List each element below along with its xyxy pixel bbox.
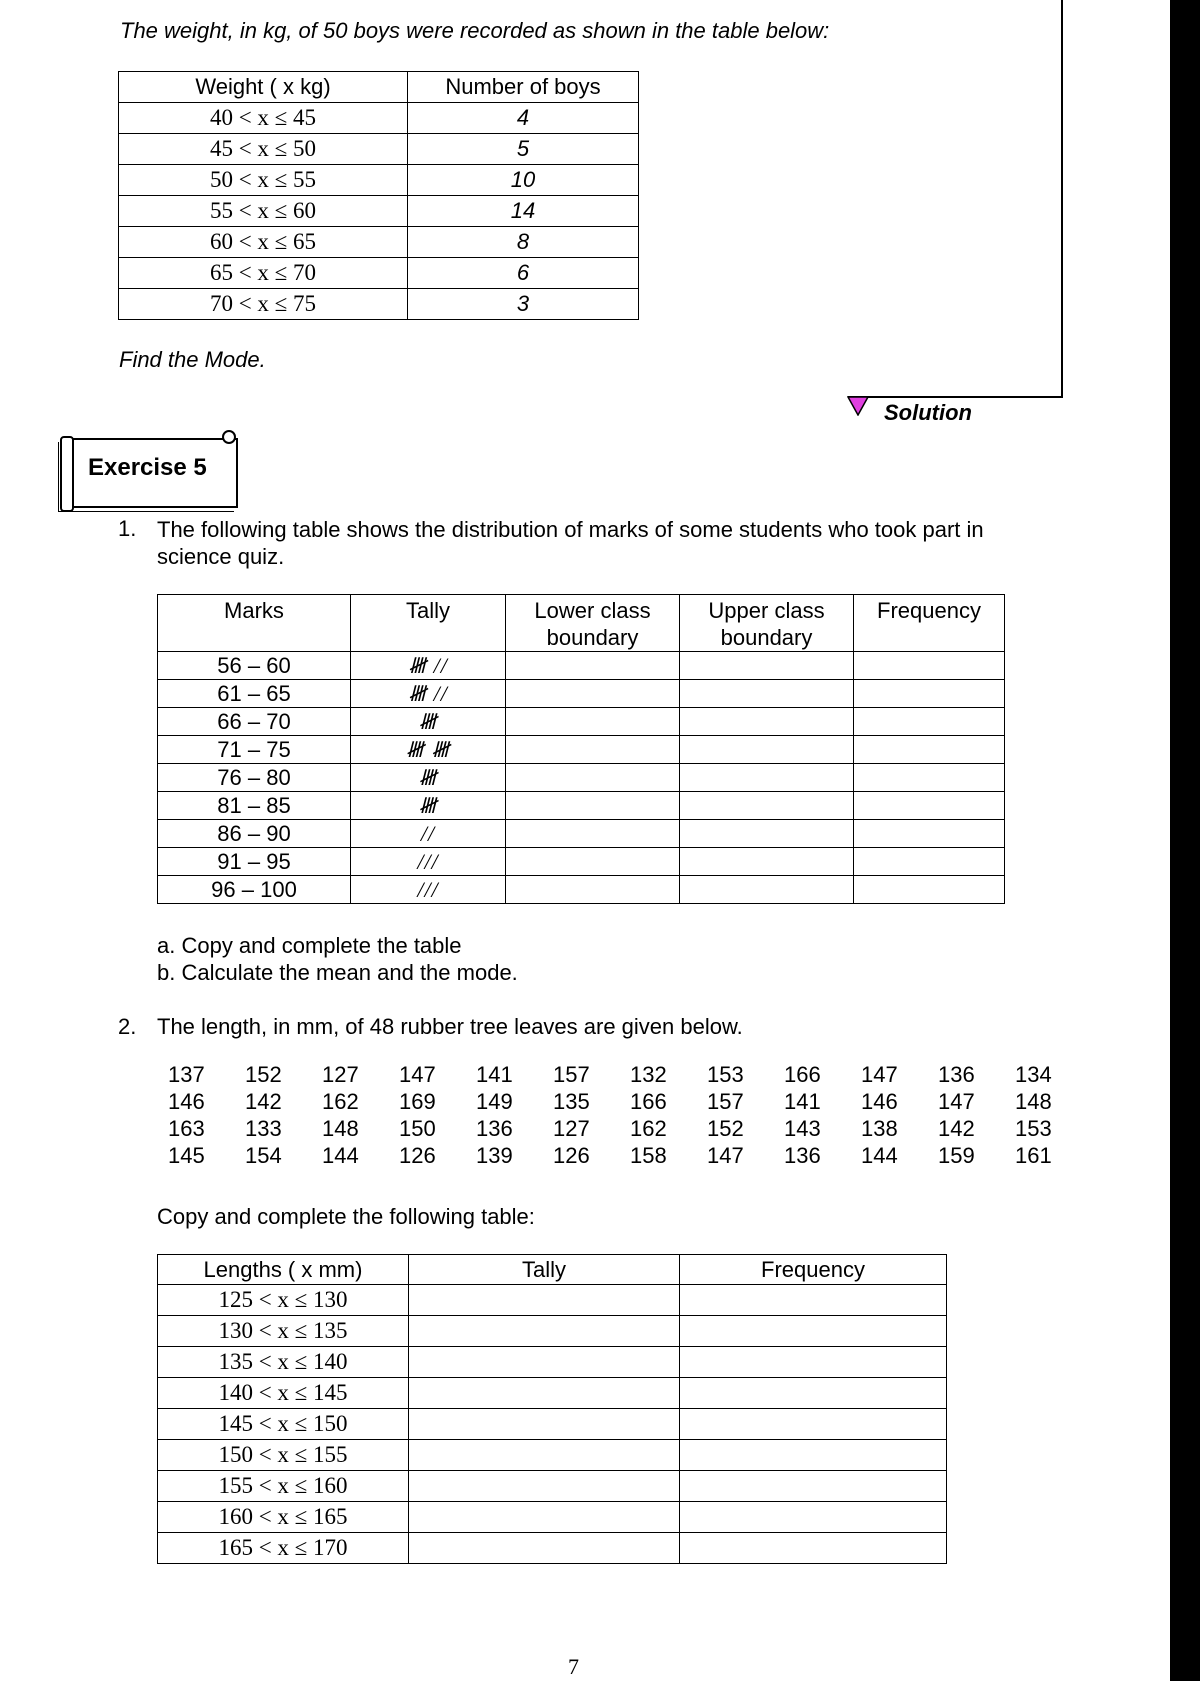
boys-header: Number of boys bbox=[408, 72, 639, 103]
table-row: 71 – 75 𝍸 𝍸 bbox=[158, 736, 1005, 764]
table-row: 165 < x ≤ 170 bbox=[158, 1533, 947, 1564]
upper-boundary-header: Upper class boundary bbox=[680, 595, 854, 652]
table-row: 160 < x ≤ 165 bbox=[158, 1502, 947, 1533]
q2-text: The length, in mm, of 48 rubber tree leaves are given below. bbox=[157, 1014, 743, 1039]
page-edge bbox=[1170, 0, 1200, 1681]
frequency-header: Frequency bbox=[854, 595, 1005, 652]
table-row: 76 – 80 𝍸 bbox=[158, 764, 1005, 792]
marks-header: Marks bbox=[158, 595, 351, 652]
exercise-title: Exercise 5 bbox=[88, 454, 207, 481]
frame-right-border bbox=[1061, 0, 1063, 398]
table-row: 150 < x ≤ 155 bbox=[158, 1440, 947, 1471]
leaf-length-values bbox=[168, 1062, 1055, 1170]
tally-header: Tally bbox=[409, 1255, 680, 1285]
table-row: 66 – 70 𝍸 bbox=[158, 708, 1005, 736]
table-row: 135 < x ≤ 140 bbox=[158, 1347, 947, 1378]
table-row: 91 – 95 /// bbox=[158, 848, 1005, 876]
q1-part-a: a. Copy and complete the table bbox=[157, 933, 462, 958]
table-row: 140 < x ≤ 145 bbox=[158, 1378, 947, 1409]
table-row: 86 – 90 // bbox=[158, 820, 1005, 848]
frame-bottom-border bbox=[848, 396, 1063, 398]
table-row: 155 < x ≤ 160 bbox=[158, 1471, 947, 1502]
table-row: 65 < x ≤ 70 6 bbox=[119, 258, 639, 289]
table-row: 45 < x ≤ 50 5 bbox=[119, 134, 639, 165]
table-row: 70 < x ≤ 75 3 bbox=[119, 289, 639, 320]
page-number: 7 bbox=[568, 1654, 579, 1679]
table-row: 55 < x ≤ 60 14 bbox=[119, 196, 639, 227]
table-row: 50 < x ≤ 55 10 bbox=[119, 165, 639, 196]
tally-header: Tally bbox=[351, 595, 506, 652]
table-row: 145 < x ≤ 150 bbox=[158, 1409, 947, 1440]
values-row: 163 133 148 150 136 127 162 152 143 138 142 153 bbox=[168, 1116, 1052, 1141]
weight-table bbox=[118, 71, 639, 320]
table-row: 125 < x ≤ 130 bbox=[158, 1285, 947, 1316]
intro-text: The weight, in kg, of 50 boys were recorded as shown in the table below: bbox=[120, 18, 830, 43]
values-row: 145 154 144 126 139 126 158 147 136 144 159 161 bbox=[168, 1143, 1052, 1168]
lower-boundary-header: Lower class boundary bbox=[506, 595, 680, 652]
table-row: 96 – 100 /// bbox=[158, 876, 1005, 904]
lengths-header: Lengths ( x mm) bbox=[158, 1255, 409, 1285]
table-row: 40 < x ≤ 45 4 bbox=[119, 103, 639, 134]
table-row: 56 – 60 𝍸 // bbox=[158, 652, 1005, 680]
find-mode-text: Find the Mode. bbox=[119, 347, 266, 372]
values-row: 146 142 162 169 149 135 166 157 141 146 147 148 bbox=[168, 1089, 1052, 1114]
marks-table bbox=[157, 594, 1005, 904]
q2-number: 2. bbox=[118, 1014, 137, 1039]
q1-number: 1. bbox=[118, 516, 137, 541]
q1-text: The following table shows the distribution of marks of some students who took part in science quiz. bbox=[157, 517, 984, 569]
scroll-curl-right bbox=[222, 430, 236, 444]
solution-link[interactable]: Solution bbox=[884, 400, 972, 425]
q1-part-b: b. Calculate the mean and the mode. bbox=[157, 960, 518, 985]
table-row: 61 – 65 𝍸 // bbox=[158, 680, 1005, 708]
table-row: 130 < x ≤ 135 bbox=[158, 1316, 947, 1347]
q2-instruction: Copy and complete the following table: bbox=[157, 1204, 535, 1229]
frequency-header: Frequency bbox=[680, 1255, 947, 1285]
triangle-marker-icon bbox=[847, 396, 869, 416]
values-row: 137 152 127 147 141 157 132 153 166 147 136 134 bbox=[168, 1062, 1052, 1087]
table-row: 60 < x ≤ 65 8 bbox=[119, 227, 639, 258]
scroll-curl-left bbox=[60, 436, 74, 512]
weight-header: Weight ( x kg) bbox=[119, 72, 408, 103]
table-row: 81 – 85 𝍸 bbox=[158, 792, 1005, 820]
lengths-table bbox=[157, 1254, 947, 1564]
